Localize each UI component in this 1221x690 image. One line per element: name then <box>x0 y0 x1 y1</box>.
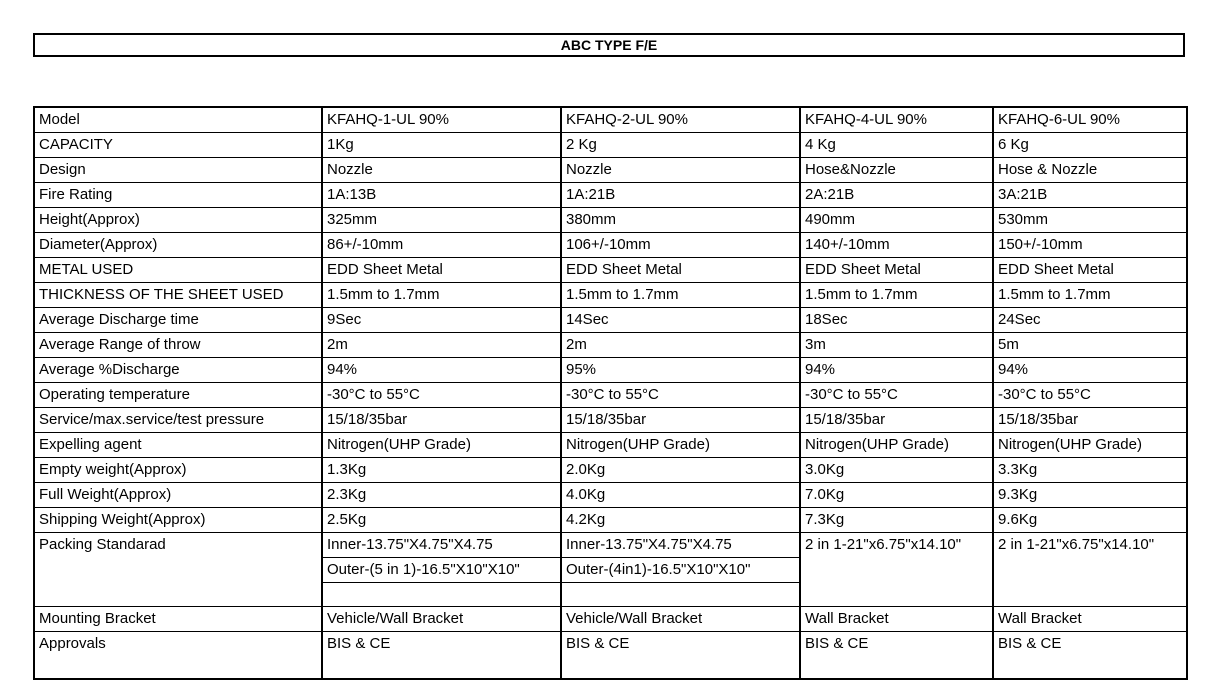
cell-packing-inner-2: Inner-13.75"X4.75"X4.75 <box>561 533 800 558</box>
table-row <box>34 183 1187 208</box>
row-label: THICKNESS OF THE SHEET USED <box>34 283 322 308</box>
cell-value: 94% <box>322 358 561 383</box>
cell-value: 86+/-10mm <box>322 233 561 258</box>
table-row <box>34 483 1187 508</box>
cell-value: 1Kg <box>322 133 561 158</box>
cell-value: 4 Kg <box>800 133 993 158</box>
cell-value: 1.3Kg <box>322 458 561 483</box>
cell-value: Nitrogen(UHP Grade) <box>561 433 800 458</box>
cell-value: 3.0Kg <box>800 458 993 483</box>
cell-value: 325mm <box>322 208 561 233</box>
cell-value: BIS & CE <box>561 632 800 679</box>
cell-value: 7.0Kg <box>800 483 993 508</box>
table-row <box>34 458 1187 483</box>
row-label: METAL USED <box>34 258 322 283</box>
cell-value: 1.5mm to 1.7mm <box>322 283 561 308</box>
cell-value: KFAHQ-1-UL 90% <box>322 107 561 133</box>
cell-value: -30°C to 55°C <box>322 383 561 408</box>
table-row <box>34 308 1187 333</box>
cell-packing-blank-2 <box>561 583 800 607</box>
row-label: Approvals <box>34 632 322 679</box>
cell-value: Wall Bracket <box>800 607 993 632</box>
table-row-approvals <box>34 632 1187 679</box>
cell-value: 2.0Kg <box>561 458 800 483</box>
cell-value: 15/18/35bar <box>561 408 800 433</box>
cell-value: 1.5mm to 1.7mm <box>800 283 993 308</box>
cell-value: 7.3Kg <box>800 508 993 533</box>
cell-value: 1A:21B <box>561 183 800 208</box>
cell-value: 2 Kg <box>561 133 800 158</box>
cell-packing-blank-1 <box>322 583 561 607</box>
cell-value: 15/18/35bar <box>322 408 561 433</box>
cell-value: 4.2Kg <box>561 508 800 533</box>
cell-value: 1.5mm to 1.7mm <box>561 283 800 308</box>
table-row <box>34 208 1187 233</box>
table-row <box>34 383 1187 408</box>
cell-packing-inner-1: Inner-13.75"X4.75"X4.75 <box>322 533 561 558</box>
row-label: Design <box>34 158 322 183</box>
table-row <box>34 508 1187 533</box>
cell-value: 2.3Kg <box>322 483 561 508</box>
cell-value: KFAHQ-2-UL 90% <box>561 107 800 133</box>
cell-value: Nozzle <box>322 158 561 183</box>
cell-value: 9.3Kg <box>993 483 1187 508</box>
table-row <box>34 333 1187 358</box>
cell-value: 9.6Kg <box>993 508 1187 533</box>
table-row <box>34 158 1187 183</box>
cell-packing-6kg: 2 in 1-21"x6.75"x14.10" <box>993 533 1187 607</box>
table-row <box>34 283 1187 308</box>
table-row <box>34 133 1187 158</box>
cell-value: BIS & CE <box>800 632 993 679</box>
cell-value: -30°C to 55°C <box>800 383 993 408</box>
row-label: Average %Discharge <box>34 358 322 383</box>
table-row <box>34 433 1187 458</box>
cell-packing-outer-2: Outer-(4in1)-16.5"X10"X10" <box>561 558 800 583</box>
table-row-mounting <box>34 607 1187 632</box>
row-label: Diameter(Approx) <box>34 233 322 258</box>
cell-value: Vehicle/Wall Bracket <box>322 607 561 632</box>
cell-value: 3m <box>800 333 993 358</box>
cell-value: BIS & CE <box>322 632 561 679</box>
cell-value: 1A:13B <box>322 183 561 208</box>
cell-value: 95% <box>561 358 800 383</box>
cell-value: 94% <box>800 358 993 383</box>
row-label: Average Discharge time <box>34 308 322 333</box>
cell-value: -30°C to 55°C <box>561 383 800 408</box>
cell-value: Nitrogen(UHP Grade) <box>322 433 561 458</box>
table-row <box>34 358 1187 383</box>
cell-value: Nitrogen(UHP Grade) <box>800 433 993 458</box>
cell-value: Nitrogen(UHP Grade) <box>993 433 1187 458</box>
cell-value: 2.5Kg <box>322 508 561 533</box>
cell-packing-outer-1: Outer-(5 in 1)-16.5"X10"X10" <box>322 558 561 583</box>
row-label: Height(Approx) <box>34 208 322 233</box>
cell-value: 490mm <box>800 208 993 233</box>
cell-value: KFAHQ-6-UL 90% <box>993 107 1187 133</box>
table-row-packing <box>34 533 1187 558</box>
cell-value: Hose & Nozzle <box>993 158 1187 183</box>
cell-value: 94% <box>993 358 1187 383</box>
cell-value: BIS & CE <box>993 632 1187 679</box>
cell-value: Vehicle/Wall Bracket <box>561 607 800 632</box>
row-label: Full Weight(Approx) <box>34 483 322 508</box>
row-label: Operating temperature <box>34 383 322 408</box>
table-row <box>34 408 1187 433</box>
row-label: Empty weight(Approx) <box>34 458 322 483</box>
cell-value: 5m <box>993 333 1187 358</box>
cell-value: Nozzle <box>561 158 800 183</box>
spec-table <box>33 106 1188 680</box>
sheet-title: ABC TYPE F/E <box>33 33 1185 57</box>
cell-value: 3A:21B <box>993 183 1187 208</box>
cell-value: -30°C to 55°C <box>993 383 1187 408</box>
cell-value: 106+/-10mm <box>561 233 800 258</box>
cell-value: EDD Sheet Metal <box>322 258 561 283</box>
cell-value: EDD Sheet Metal <box>561 258 800 283</box>
cell-value: 380mm <box>561 208 800 233</box>
row-label: Shipping Weight(Approx) <box>34 508 322 533</box>
cell-value: 2m <box>322 333 561 358</box>
cell-value: 150+/-10mm <box>993 233 1187 258</box>
cell-packing-4kg: 2 in 1-21"x6.75"x14.10" <box>800 533 993 607</box>
cell-value: KFAHQ-4-UL 90% <box>800 107 993 133</box>
row-label: Model <box>34 107 322 133</box>
cell-value: 3.3Kg <box>993 458 1187 483</box>
row-label: Expelling agent <box>34 433 322 458</box>
row-label: CAPACITY <box>34 133 322 158</box>
cell-value: 15/18/35bar <box>993 408 1187 433</box>
cell-value: 15/18/35bar <box>800 408 993 433</box>
cell-value: 9Sec <box>322 308 561 333</box>
cell-value: 18Sec <box>800 308 993 333</box>
cell-value: Hose&Nozzle <box>800 158 993 183</box>
row-label: Average Range of throw <box>34 333 322 358</box>
cell-value: 2m <box>561 333 800 358</box>
cell-value: 1.5mm to 1.7mm <box>993 283 1187 308</box>
cell-value: EDD Sheet Metal <box>800 258 993 283</box>
cell-value: 530mm <box>993 208 1187 233</box>
cell-value: 6 Kg <box>993 133 1187 158</box>
cell-value: 24Sec <box>993 308 1187 333</box>
row-label: Fire Rating <box>34 183 322 208</box>
table-row <box>34 233 1187 258</box>
table-row <box>34 258 1187 283</box>
cell-value: Wall Bracket <box>993 607 1187 632</box>
row-label: Mounting Bracket <box>34 607 322 632</box>
cell-value: 140+/-10mm <box>800 233 993 258</box>
row-label: Packing Standarad <box>34 533 322 607</box>
row-label: Service/max.service/test pressure <box>34 408 322 433</box>
cell-value: EDD Sheet Metal <box>993 258 1187 283</box>
table-row <box>34 107 1187 133</box>
cell-value: 4.0Kg <box>561 483 800 508</box>
cell-value: 2A:21B <box>800 183 993 208</box>
cell-value: 14Sec <box>561 308 800 333</box>
